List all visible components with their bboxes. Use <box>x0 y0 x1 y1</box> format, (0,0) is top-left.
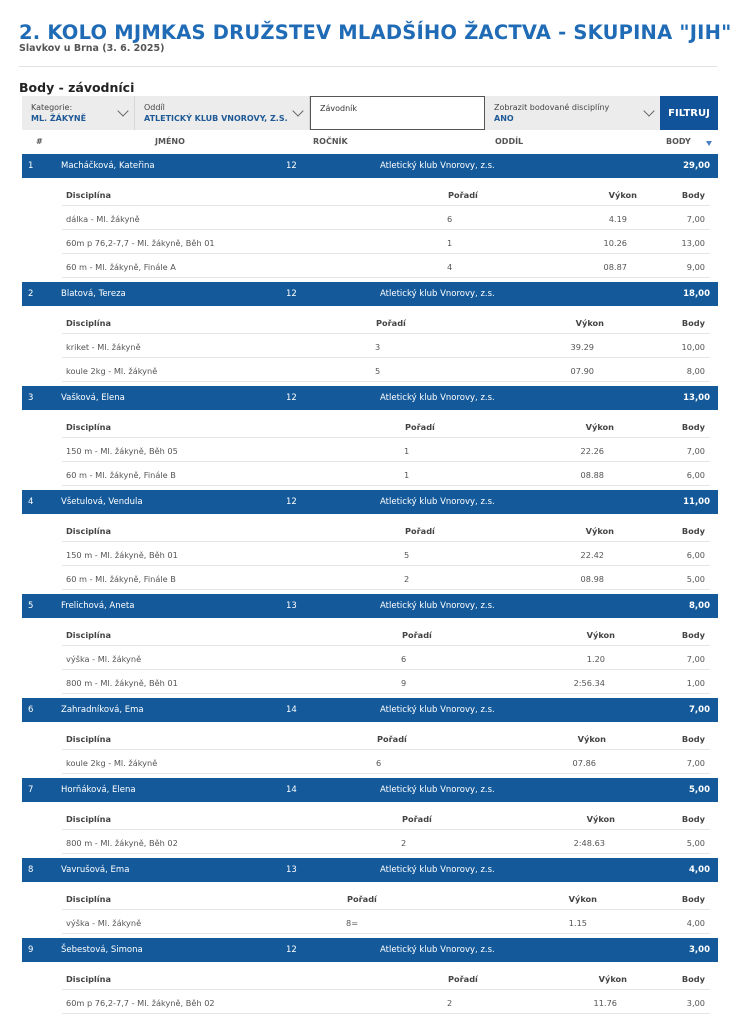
athlete-year: 12 <box>286 289 297 299</box>
result-row <box>62 230 710 254</box>
results-header-points: Body <box>681 318 705 328</box>
athlete-year: 14 <box>286 705 297 715</box>
club-select[interactable] <box>135 96 310 130</box>
athlete-label: Závodník <box>320 104 358 113</box>
result-points: 6,00 <box>686 470 705 480</box>
results-header-points: Body <box>681 974 705 984</box>
results-table <box>62 726 710 774</box>
athlete-name: Blatová, Tereza <box>61 289 126 299</box>
athlete-num: 8 <box>28 865 34 875</box>
results-header-row <box>62 622 710 646</box>
athlete-name: Frelichová, Aneta <box>61 601 135 611</box>
athlete-points: 4,00 <box>689 865 710 875</box>
athlete-points: 5,00 <box>689 785 710 795</box>
athlete-club: Atletický klub Vnorovy, z.s. <box>380 393 495 403</box>
result-discipline: koule 2kg - Ml. žákyně <box>66 758 158 768</box>
results-header-discipline: Disciplína <box>66 974 111 984</box>
result-perf: 10.26 <box>603 238 627 248</box>
result-discipline: dálka - Ml. žákyně <box>66 214 140 224</box>
result-points: 8,00 <box>686 366 705 376</box>
results-table <box>62 414 710 486</box>
result-rank: 3 <box>375 342 381 352</box>
results-table <box>62 886 710 934</box>
filter-button[interactable]: FILTRUJ <box>660 96 718 130</box>
results-header-points: Body <box>681 422 705 432</box>
result-row <box>62 670 710 694</box>
result-perf: 07.86 <box>572 758 596 768</box>
results-header-perf: Výkon <box>568 894 597 904</box>
result-rank: 1 <box>447 238 453 248</box>
results-header-row <box>62 518 710 542</box>
athlete-num: 3 <box>28 393 34 403</box>
results-header-perf: Výkon <box>598 974 627 984</box>
result-row <box>62 206 710 230</box>
results-header-rank: Pořadí <box>405 422 435 432</box>
athlete-row[interactable] <box>22 698 718 722</box>
club-label: Oddíl <box>144 103 165 112</box>
result-perf: 22.26 <box>580 446 604 456</box>
results-header-discipline: Disciplína <box>66 422 111 432</box>
results-header-perf: Výkon <box>585 526 614 536</box>
col-header-num[interactable]: # <box>36 137 43 146</box>
results-header-points: Body <box>681 190 705 200</box>
result-rank: 1 <box>404 470 410 480</box>
result-rank: 4 <box>447 262 453 272</box>
athlete-row[interactable] <box>22 858 718 882</box>
result-discipline: 800 m - Ml. žákyně, Běh 02 <box>66 838 178 848</box>
results-header-discipline: Disciplína <box>66 318 111 328</box>
result-rank: 5 <box>375 366 381 376</box>
athlete-name: Horňáková, Elena <box>61 785 136 795</box>
athlete-name: Vavrušová, Ema <box>61 865 130 875</box>
result-discipline: 150 m - Ml. žákyně, Běh 05 <box>66 446 178 456</box>
show-scored-label: Zobrazit bodované disciplíny <box>494 103 610 112</box>
athlete-name: Všetulová, Vendula <box>61 497 143 507</box>
athlete-points: 13,00 <box>683 393 710 403</box>
results-header-perf: Výkon <box>575 318 604 328</box>
category-select[interactable] <box>22 96 135 130</box>
athlete-year: 13 <box>286 601 297 611</box>
athlete-row[interactable] <box>22 154 718 178</box>
results-header-row <box>62 966 710 990</box>
athlete-name: Šebestová, Simona <box>61 945 143 955</box>
result-points: 7,00 <box>686 654 705 664</box>
page-title: 2. KOLO MJMKAS DRUŽSTEV MLADŠÍHO ŽACTVA - SKUPINA "JIH" <box>19 21 732 44</box>
results-header-points: Body <box>681 894 705 904</box>
result-row <box>62 990 710 1014</box>
show-scored-select[interactable] <box>485 96 660 130</box>
results-header-row <box>62 806 710 830</box>
result-rank: 6 <box>376 758 382 768</box>
result-perf: 1.15 <box>568 918 587 928</box>
result-rank: 6 <box>401 654 407 664</box>
result-points: 7,00 <box>686 214 705 224</box>
athlete-year: 12 <box>286 393 297 403</box>
athlete-name: Zahradníková, Ema <box>61 705 144 715</box>
athlete-club: Atletický klub Vnorovy, z.s. <box>380 497 495 507</box>
athlete-club: Atletický klub Vnorovy, z.s. <box>380 705 495 715</box>
result-row <box>62 358 710 382</box>
result-rank: 6 <box>447 214 453 224</box>
athlete-num: 4 <box>28 497 34 507</box>
results-header-points: Body <box>681 526 705 536</box>
results-header-discipline: Disciplína <box>66 814 111 824</box>
result-points: 13,00 <box>681 238 705 248</box>
athlete-num: 9 <box>28 945 34 955</box>
result-rank: 2 <box>401 838 407 848</box>
athlete-year: 12 <box>286 161 297 171</box>
result-discipline: 60 m - Ml. žákyně, Finále A <box>66 262 176 272</box>
result-points: 7,00 <box>686 758 705 768</box>
result-row <box>62 566 710 590</box>
athlete-num: 5 <box>28 601 34 611</box>
col-header-year[interactable]: ROČNÍK <box>313 137 348 146</box>
results-header-points: Body <box>681 814 705 824</box>
athlete-year: 12 <box>286 497 297 507</box>
result-discipline: 60m p 76,2-7,7 - Ml. žákyně, Běh 01 <box>66 238 215 248</box>
show-scored-value: ANO <box>494 114 514 123</box>
results-table <box>62 622 710 694</box>
results-header-rank: Pořadí <box>448 190 478 200</box>
athlete-points: 3,00 <box>689 945 710 955</box>
result-perf: 08.88 <box>580 470 604 480</box>
result-discipline: 60 m - Ml. žákyně, Finále B <box>66 574 176 584</box>
result-rank: 9 <box>401 678 407 688</box>
result-perf: 08.98 <box>580 574 604 584</box>
results-table <box>62 518 710 590</box>
result-points: 5,00 <box>686 838 705 848</box>
col-header-points[interactable]: BODY <box>666 137 691 146</box>
result-row <box>62 334 710 358</box>
athlete-num: 7 <box>28 785 34 795</box>
section-title: Body - závodníci <box>19 80 135 95</box>
results-header-rank: Pořadí <box>347 894 377 904</box>
results-header-discipline: Disciplína <box>66 894 111 904</box>
result-points: 10,00 <box>681 342 705 352</box>
results-header-points: Body <box>681 630 705 640</box>
event-subtitle: Slavkov u Brna (3. 6. 2025) <box>19 43 165 54</box>
athlete-name: Vašková, Elena <box>61 393 125 403</box>
col-header-club[interactable]: ODDÍL <box>495 137 524 146</box>
athlete-year: 12 <box>286 945 297 955</box>
result-row <box>62 438 710 462</box>
result-points: 7,00 <box>686 446 705 456</box>
results-header-rank: Pořadí <box>402 630 432 640</box>
athlete-num: 1 <box>28 161 34 171</box>
result-row <box>62 646 710 670</box>
results-header-rank: Pořadí <box>376 318 406 328</box>
athlete-year: 13 <box>286 865 297 875</box>
result-points: 5,00 <box>686 574 705 584</box>
athlete-num: 2 <box>28 289 34 299</box>
sort-desc-icon[interactable] <box>706 141 712 146</box>
club-value: ATLETICKÝ KLUB VNOROVY, Z.S. <box>144 114 288 123</box>
athlete-club: Atletický klub Vnorovy, z.s. <box>380 945 495 955</box>
results-header-discipline: Disciplína <box>66 190 111 200</box>
result-points: 6,00 <box>686 550 705 560</box>
athlete-row[interactable] <box>22 594 718 618</box>
col-header-name[interactable]: JMÉNO <box>155 137 185 146</box>
results-header-rank: Pořadí <box>402 814 432 824</box>
results-header-perf: Výkon <box>586 630 615 640</box>
result-discipline: 800 m - Ml. žákyně, Běh 01 <box>66 678 178 688</box>
result-discipline: 60m p 76,2-7,7 - Ml. žákyně, Běh 02 <box>66 998 215 1008</box>
result-discipline: 150 m - Ml. žákyně, Běh 01 <box>66 550 178 560</box>
result-discipline: výška - Ml. žákyně <box>66 654 142 664</box>
athlete-row[interactable] <box>22 282 718 306</box>
athlete-club: Atletický klub Vnorovy, z.s. <box>380 289 495 299</box>
result-row <box>62 254 710 278</box>
athlete-row[interactable] <box>22 386 718 410</box>
results-header-perf: Výkon <box>608 190 637 200</box>
athlete-club: Atletický klub Vnorovy, z.s. <box>380 601 495 611</box>
result-row <box>62 910 710 934</box>
results-table <box>62 310 710 382</box>
athlete-club: Atletický klub Vnorovy, z.s. <box>380 785 495 795</box>
category-label: Kategorie: <box>31 103 73 112</box>
result-discipline: 60 m - Ml. žákyně, Finále B <box>66 470 176 480</box>
result-discipline: koule 2kg - Ml. žákyně <box>66 366 158 376</box>
athlete-points: 29,00 <box>683 161 710 171</box>
athlete-points: 8,00 <box>689 601 710 611</box>
results-table <box>62 806 710 854</box>
results-header-perf: Výkon <box>577 734 606 744</box>
results-header-rank: Pořadí <box>377 734 407 744</box>
athlete-year: 14 <box>286 785 297 795</box>
athlete-club: Atletický klub Vnorovy, z.s. <box>380 161 495 171</box>
result-row <box>62 750 710 774</box>
result-rank: 8= <box>346 918 359 928</box>
result-discipline: výška - Ml. žákyně <box>66 918 142 928</box>
results-header-perf: Výkon <box>585 422 614 432</box>
result-points: 3,00 <box>686 998 705 1008</box>
athlete-row[interactable] <box>22 938 718 962</box>
athlete-row[interactable] <box>22 778 718 802</box>
result-points: 4,00 <box>686 918 705 928</box>
result-rank: 2 <box>447 998 453 1008</box>
results-header-discipline: Disciplína <box>66 526 111 536</box>
result-rank: 5 <box>404 550 410 560</box>
result-perf: 2:56.34 <box>573 678 605 688</box>
results-header-row <box>62 886 710 910</box>
result-perf: 11.76 <box>593 998 617 1008</box>
results-header-row <box>62 182 710 206</box>
results-table <box>62 966 710 1014</box>
result-perf: 2:48.63 <box>573 838 605 848</box>
divider <box>19 66 717 67</box>
results-header-row <box>62 414 710 438</box>
result-perf: 39.29 <box>570 342 594 352</box>
athlete-name: Macháčková, Kateřina <box>61 161 155 171</box>
filter-bar <box>22 96 718 130</box>
results-header-row <box>62 310 710 334</box>
result-row <box>62 462 710 486</box>
result-perf: 07.90 <box>570 366 594 376</box>
result-row <box>62 542 710 566</box>
athlete-row[interactable] <box>22 490 718 514</box>
results-header-discipline: Disciplína <box>66 734 111 744</box>
results-header-row <box>62 726 710 750</box>
athlete-points: 7,00 <box>689 705 710 715</box>
result-perf: 08.87 <box>603 262 627 272</box>
results-table <box>62 182 710 278</box>
result-perf: 22.42 <box>580 550 604 560</box>
result-discipline: kriket - Ml. žákyně <box>66 342 141 352</box>
athlete-num: 6 <box>28 705 34 715</box>
results-header-rank: Pořadí <box>405 526 435 536</box>
category-value: ML. ŽÁKYNĚ <box>31 114 87 123</box>
result-points: 1,00 <box>686 678 705 688</box>
results-header-points: Body <box>681 734 705 744</box>
athlete-club: Atletický klub Vnorovy, z.s. <box>380 865 495 875</box>
athlete-points: 11,00 <box>683 497 710 507</box>
result-perf: 1.20 <box>586 654 605 664</box>
athlete-points: 18,00 <box>683 289 710 299</box>
result-perf: 4.19 <box>608 214 627 224</box>
result-rank: 2 <box>404 574 410 584</box>
results-header-discipline: Disciplína <box>66 630 111 640</box>
athlete-input[interactable] <box>310 96 485 130</box>
result-points: 9,00 <box>686 262 705 272</box>
results-header-rank: Pořadí <box>448 974 478 984</box>
result-rank: 1 <box>404 446 410 456</box>
result-row <box>62 830 710 854</box>
results-header-perf: Výkon <box>586 814 615 824</box>
